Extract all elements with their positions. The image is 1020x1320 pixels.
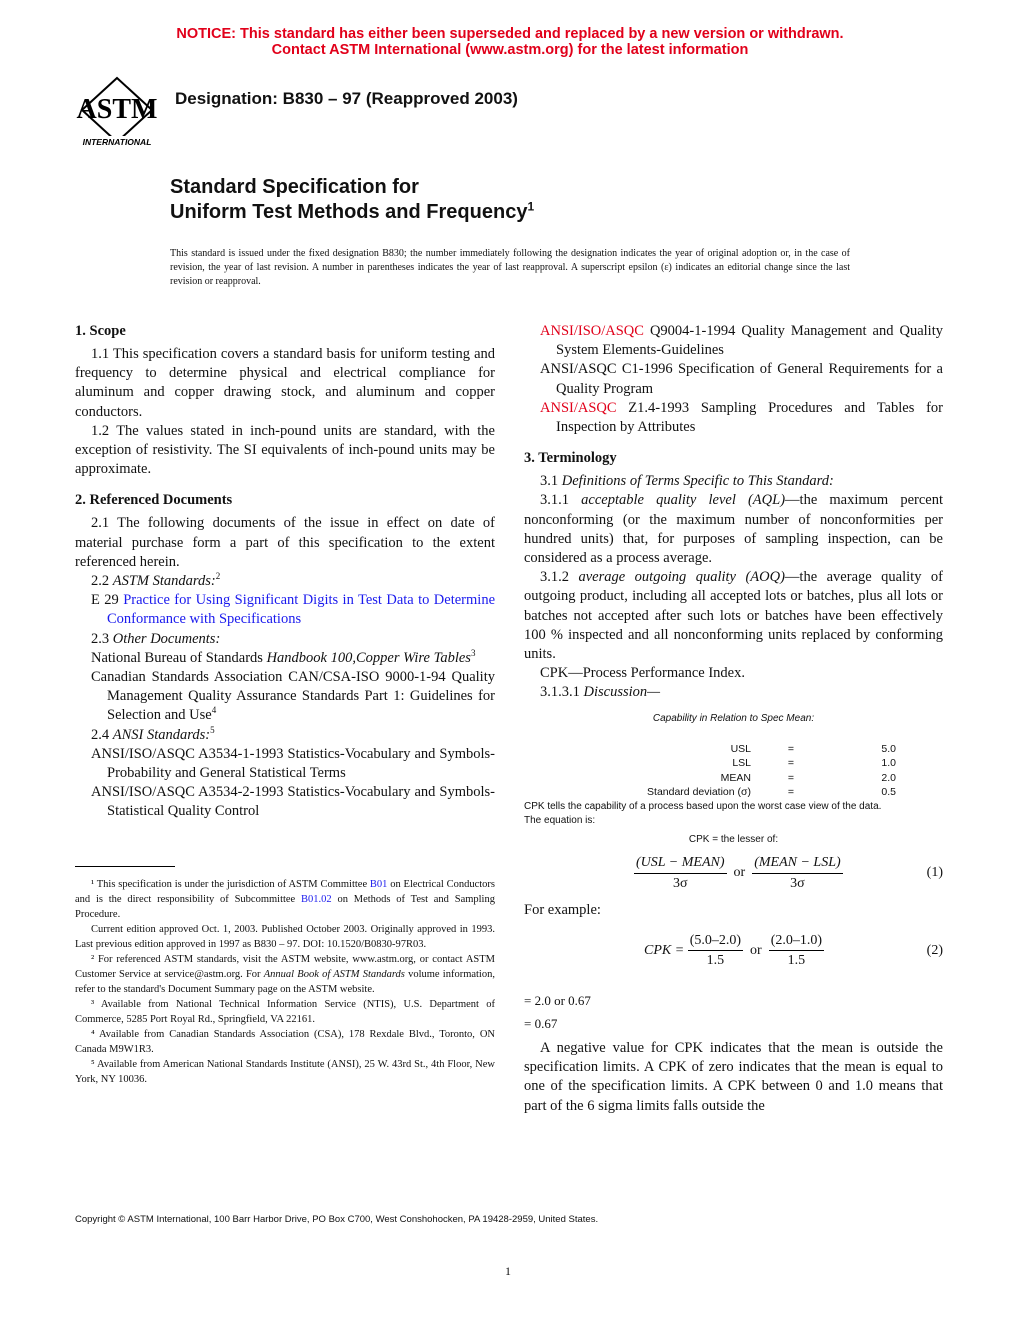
ref-a3534-2: ANSI/ISO/ASQC A3534-2-1993 Statistics-Vocabulary and Symbols-Statistical Quality Control <box>91 784 495 820</box>
para-1-2: 1.2 The values stated in inch-pound units are standard, with the exception of resistivity. The SI equivalents of inch-pound units may be approximate. <box>75 422 495 478</box>
equation-is: The equation is: <box>524 815 596 827</box>
spec-label: Standard deviation (σ) <box>647 786 751 799</box>
spec-value: 5.0 <box>881 742 896 755</box>
spec-table-row <box>641 771 896 786</box>
spec-value: 2.0 <box>881 771 896 784</box>
footnote-4: ⁴ Available from Canadian Standards Association (CSA), 178 Rexdale Blvd., Toronto, ON Canada M9W1R3. <box>75 1029 495 1055</box>
footnote-3: ³ Available from National Technical Information Service (NTIS), U.S. Department of Commerce, 5285 Port Royal Rd., Springfield, VA 22161. <box>75 999 495 1025</box>
left-column <box>75 322 495 822</box>
cpk-lesser: CPK = the lesser of: <box>688 833 779 845</box>
para-3-1-1: 3.1.1 acceptable quality level (AQL)—the maximum percent nonconforming (or the maximum number of nonconformities per hundred units) that, for purposes of sampling inspection, can be considered as a process average. <box>524 492 943 567</box>
para-3-1-2: 3.1.2 average outgoing quality (AOQ)—the average quality of outgoing product, including all accepted lots or batches, plus all lots or batches not accepted after such lots or batches have been effectively 100 % inspected and all nonconforming units replaced by conforming units. <box>524 569 943 663</box>
spec-label: LSL <box>732 757 751 770</box>
copyright: Copyright © ASTM International, 100 Barr Harbor Drive, PO Box C700, West Conshohocken, PA 19428-2959, United States. <box>75 1214 599 1225</box>
para-2-4: 2.4 ANSI Standards:$^5$ <box>91 724 215 743</box>
title-line-1: Standard Specification for <box>170 176 419 198</box>
preamble: This standard is issued under the fixed designation B830; the number immediately following the designation indicates the year of original adoption or, in the case of revision, the year of last revision. A number in parentheses indicates the year of last reapproval. A superscript epsilon (ε) indicates an editorial change since the last revision or reapproval. <box>170 248 850 287</box>
spec-equals: = <box>787 771 795 784</box>
section-1-heading: 1. Scope <box>75 323 126 339</box>
spec-value: 1.0 <box>881 757 896 770</box>
footnote-5: ⁵ Available from American National Standards Institute (ANSI), 25 W. 43rd St., 4th Floor, New York, NY 10036. <box>75 1059 495 1085</box>
footnotes <box>75 877 495 1087</box>
section-3-heading: 3. Terminology <box>524 450 617 467</box>
section-2-heading: 2. Referenced Documents <box>75 492 233 509</box>
ref-e29-link[interactable]: Practice for Using Significant Digits in Test Data to Determine Conformance with Specifications <box>107 592 496 628</box>
committee-link[interactable]: B01 <box>369 879 388 890</box>
ref-e29: E 29 Practice for Using Significant Digits in Test Data to Determine Conformance with Specifications <box>91 592 496 628</box>
ref-csa: Canadian Standards Association CAN/CSA-ISO 9000-1-94 Quality Management Quality Assurance Standards Part 1: Guidelines for Selection and Use$^4$ <box>91 669 495 724</box>
equation-1: $\frac{\text{(USL − MEAN)}}{3\sigma}$ or $\frac{\text{(MEAN − LSL)}}{3\sigma}$ (1) <box>636 855 943 891</box>
spec-equals: = <box>787 742 795 755</box>
spec-label: MEAN <box>720 771 751 784</box>
right-column <box>524 322 943 1116</box>
page-title <box>170 175 534 225</box>
spec-table <box>641 742 896 800</box>
table-caption: Capability in Relation to Spec Mean: <box>652 712 815 724</box>
title-line-2: Uniform Test Methods and Frequency <box>170 201 528 223</box>
designation: Designation: B830 – 97 (Reapproved 2003) <box>175 89 518 108</box>
equation-1-number: (1) <box>926 865 943 881</box>
subcommittee-link[interactable]: B01.02 <box>301 894 332 905</box>
footnote-2: ² For referenced ASTM standards, visit the ASTM website, www.astm.org, or contact ASTM Customer Service at service@astm.org. For Annual Book of ASTM Standards volume information, refer to the standard's Document Summary page on the ASTM website. <box>75 954 495 995</box>
spec-value: 0.5 <box>881 786 896 799</box>
cpk-definition: CPK—Process Performance Index. <box>540 665 745 682</box>
result-2: = 0.67 <box>524 1015 558 1031</box>
ref-z14: ANSI/ASQC Z1.4-1993 Sampling Procedures and Tables for Inspection by Attributes <box>540 399 943 436</box>
para-3-1-3-1: 3.1.3.1 Discussion— <box>540 684 661 701</box>
notice-line-2: Contact ASTM International (www.astm.org) for the latest information <box>271 42 749 58</box>
ref-z14-link[interactable]: ANSI/ASQC <box>540 399 617 416</box>
footnote-1-edition: Current edition approved Oct. 1, 2003. Published October 2003. Originally approved in 1993. Last previous edition approved in 1997 as B830 – 97. DOI: 10.1520/B0830-97R03. <box>75 924 495 950</box>
page-number: 1 <box>505 1264 511 1278</box>
spec-label: USL <box>730 742 751 755</box>
logo-text: ASTM <box>76 94 158 125</box>
ref-c1: ANSI/ASQC C1-1996 Specification of General Requirements for a Quality Program <box>540 361 943 397</box>
negative-cpk-para: A negative value for CPK indicates that the mean is outside the specification limits. A CPK of zero indicates that the mean is equal to one of the specification limits. A CPK between 0 and 1.0 means that part of the 6 sigma limits falls outside the <box>524 1039 943 1114</box>
notice-banner <box>0 26 1020 58</box>
ref-nbs: National Bureau of Standards Handbook 100,Copper Wire Tables$^3$ <box>91 648 476 666</box>
para-3-1: 3.1 Definitions of Terms Specific to This Standard: <box>540 473 834 490</box>
footnote-1: ¹ This specification is under the jurisdiction of ASTM Committee B01 on Electrical Conductors and is the direct responsibility of Subcommittee B01.02 on Methods of Test and Sampling Procedure. <box>75 879 495 920</box>
spec-table-row <box>641 742 896 757</box>
equation-2-number: (2) <box>926 942 943 958</box>
para-2-1: 2.1 The following documents of the issue in effect on date of material purchase form a part of this specification to the extent referenced herein. <box>75 515 495 570</box>
para-1-1: 1.1 This specification covers a standard basis for uniform testing and frequency to determine physical and electrical compliance for aluminum and copper drawing stock, and aluminum and copper conductors. <box>75 346 495 420</box>
result-1: = 2.0 or 0.67 <box>524 992 591 1008</box>
spec-equals: = <box>787 786 795 799</box>
logo-subtext: INTERNATIONAL <box>82 137 152 147</box>
spec-equals: = <box>787 757 795 770</box>
spec-table-row <box>641 756 896 771</box>
title-footnote-ref: 1 <box>527 199 535 214</box>
notice-line-1: NOTICE: This standard has either been superseded and replaced by a new version or withdrawn. <box>176 26 844 42</box>
for-example: For example: <box>524 902 601 919</box>
spec-table-row <box>641 785 896 800</box>
equation-2: CPK = $\frac{(5.0-2.0)}{1.5}$ or $\frac{(2.0-1.0)}{1.5}$ (2) <box>644 932 943 968</box>
ref-q9004-link[interactable]: ANSI/ISO/ASQC <box>540 323 644 339</box>
cpk-tells: CPK tells the capability of a process based upon the worst case view of the data. <box>524 800 882 812</box>
ref-a3534-1: ANSI/ISO/ASQC A3534-1-1993 Statistics-Vocabulary and Symbols-Probability and General Statistical Terms <box>91 745 495 782</box>
para-2-3: 2.3 Other Documents: <box>91 630 221 647</box>
footnote-divider <box>75 866 175 867</box>
astm-logo <box>72 74 162 148</box>
para-2-2: 2.2 ASTM Standards:$^2$ <box>91 571 221 590</box>
ref-q9004: ANSI/ISO/ASQC Q9004-1-1994 Quality Management and Quality System Elements-Guidelines <box>540 323 943 359</box>
